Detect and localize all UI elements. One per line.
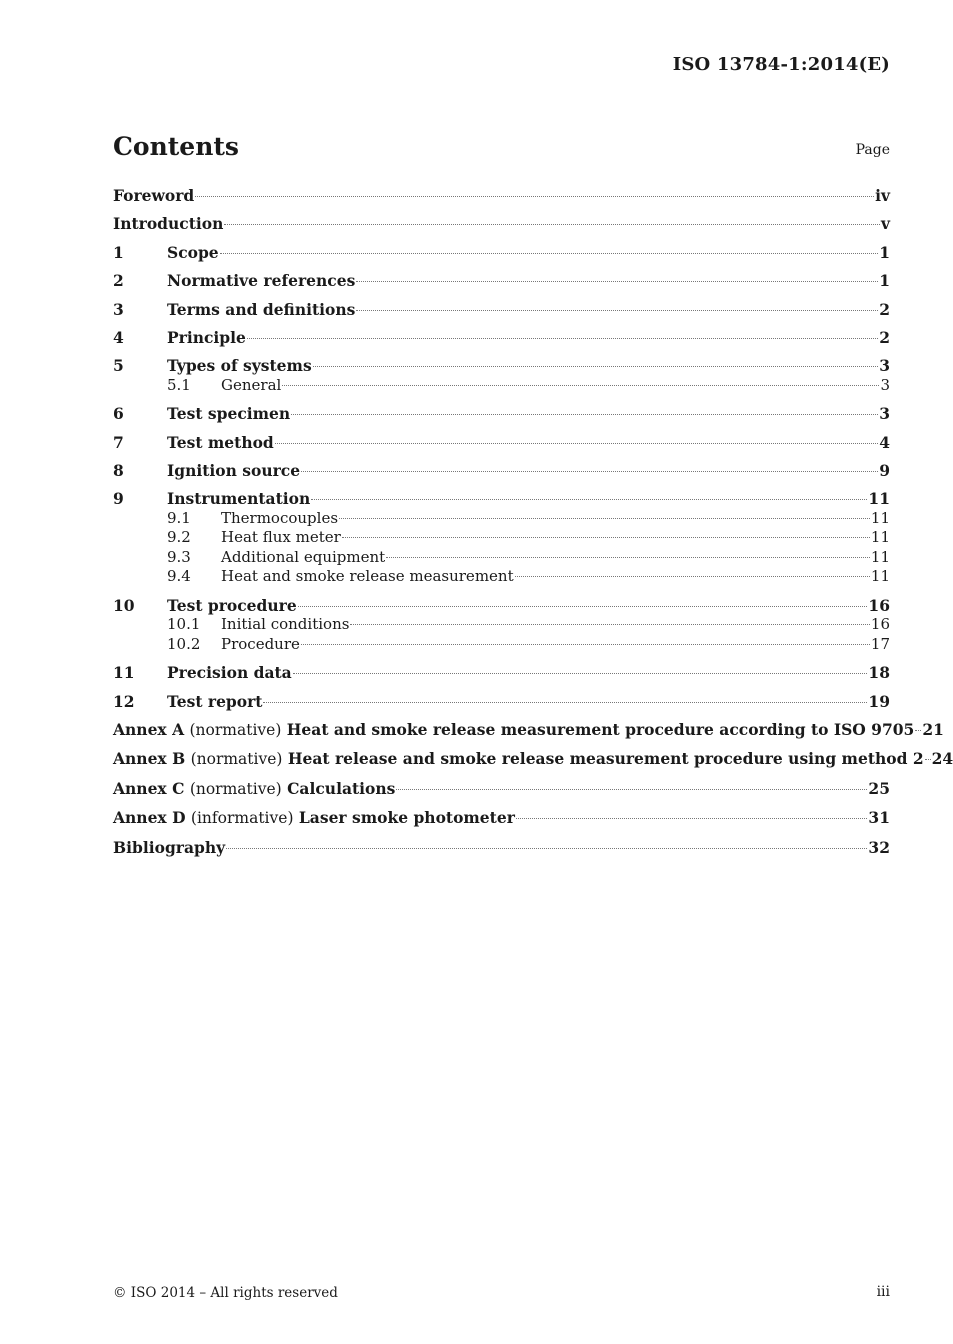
toc-entry[interactable] [113,328,890,347]
toc-title: Instrumentation [167,489,311,509]
toc-dot-leader [339,518,870,519]
toc-number: 9.4 [167,567,191,586]
toc-entry[interactable] [113,356,890,375]
toc-number: 9.3 [167,547,191,566]
toc-page-number: 11 [870,567,890,586]
toc-dot-leader [220,253,879,254]
toc-page-number: 11 [870,508,890,527]
toc-annex-title: Laser smoke photometer [298,808,515,828]
toc-annex-title-group [113,779,395,799]
toc-annex-label: Annex D [113,808,186,828]
toc-annex-entry[interactable] [113,779,890,799]
toc-entry[interactable] [113,596,890,615]
toc-annex-entry[interactable] [113,749,953,769]
toc-page-number: 4 [879,432,890,452]
toc-page-number: 18 [868,663,890,683]
toc-page-number: 11 [868,489,890,509]
toc-title: Heat and smoke release measurement [221,567,514,586]
toc-page-number: 16 [868,595,890,615]
toc-dot-leader [298,606,868,607]
toc-subentry[interactable] [113,376,890,395]
toc-number: 10.1 [167,615,201,634]
toc-dot-leader [263,702,867,703]
toc-dot-leader [224,224,880,225]
toc-page-number: 3 [879,356,890,376]
toc-subentry[interactable] [113,509,890,528]
toc-page-number: 16 [870,615,890,634]
toc-annex-title: Calculations [287,778,396,798]
toc-dot-leader [386,557,870,558]
toc-entry[interactable] [113,214,890,233]
toc-page-number: 21 [922,719,944,739]
toc-title: Additional equipment [221,547,386,566]
toc-title: Test method [167,432,274,452]
toc-dot-leader [396,789,867,790]
toc-annex-title: Heat release and smoke release measurement procedure using method 2 [287,749,924,769]
footer-page-number: iii [876,1284,890,1300]
toc-annex-kind: (informative) [190,809,294,828]
toc-page-number: 17 [870,634,890,653]
toc-title: Principle [167,327,246,347]
toc-annex-kind: (normative) [189,720,282,739]
toc-page-number: 32 [868,837,890,857]
toc-title: General [221,375,282,394]
toc-number: 8 [113,461,124,481]
toc-title: Precision data [167,663,292,683]
toc-title: Scope [167,242,219,262]
toc-dot-leader [915,730,921,731]
toc-dot-leader [247,338,878,339]
toc-number: 5 [113,356,124,376]
toc-annex-title-group [113,720,914,740]
toc-dot-leader [925,759,931,760]
table-of-contents [113,186,953,857]
contents-title: Contents [113,132,240,161]
toc-dot-leader [356,310,878,311]
toc-number: 4 [113,327,124,347]
toc-title: Test specimen [167,404,291,424]
toc-title: Procedure [221,634,300,653]
toc-number: 10 [113,595,135,615]
toc-annex-kind: (normative) [189,779,282,798]
toc-title: Test report [167,691,263,711]
toc-dot-leader [350,624,869,625]
toc-subentry[interactable] [113,548,890,567]
toc-annex-title-group [113,749,924,769]
toc-entry[interactable] [113,186,890,205]
toc-page-number: 1 [879,242,890,262]
toc-annex-kind: (normative) [190,750,283,769]
toc-entry[interactable] [113,300,890,319]
toc-entry[interactable] [113,404,890,423]
toc-subentry[interactable] [113,528,890,547]
toc-number: 2 [113,271,124,291]
toc-entry[interactable] [113,243,890,262]
toc-annex-title: Heat and smoke release measurement procedure according to ISO 9705 [286,719,915,739]
toc-dot-leader [515,576,870,577]
toc-page-number: 24 [931,749,953,769]
toc-number: 9.2 [167,528,191,547]
toc-title: Introduction [113,214,224,234]
footer-copyright: © ISO 2014 – All rights reserved [113,1285,338,1301]
toc-title: Bibliography [113,837,226,857]
toc-dot-leader [313,366,879,367]
toc-annex-label: Annex B [113,749,186,769]
toc-title: Normative references [167,271,356,291]
toc-entry[interactable] [113,461,890,480]
toc-number: 11 [113,663,135,683]
toc-dot-leader [195,196,874,197]
toc-dot-leader [516,818,868,819]
toc-title: Foreword [113,186,195,205]
toc-title: Types of systems [167,356,312,376]
toc-dot-leader [282,385,879,386]
toc-dot-leader [275,443,878,444]
toc-title: Thermocouples [221,508,339,527]
toc-page-number: 2 [879,327,890,347]
toc-page-number: 1 [879,271,890,291]
toc-annex-label: Annex A [113,719,185,739]
toc-dot-leader [293,673,868,674]
toc-title: Initial conditions [221,615,350,634]
toc-page-number: 3 [880,375,890,394]
toc-number: 10.2 [167,634,201,653]
toc-page-number: 19 [868,691,890,711]
toc-page-number: 2 [879,299,890,319]
toc-entry[interactable] [113,838,890,857]
toc-number: 3 [113,299,124,319]
toc-page-number: iv [875,186,890,205]
toc-page-number: 9 [879,461,890,481]
toc-title: Terms and definitions [167,299,356,319]
toc-number: 6 [113,404,124,424]
toc-title: Heat flux meter [221,528,341,547]
toc-annex-title-group [113,808,515,828]
toc-page-number: 3 [879,404,890,424]
toc-subentry[interactable] [113,567,890,586]
toc-entry[interactable] [113,489,890,508]
toc-page-number: 11 [870,547,890,566]
toc-annex-entry[interactable] [113,719,944,740]
toc-dot-leader [301,644,870,645]
toc-entry[interactable] [113,271,890,290]
toc-page-number: 25 [868,778,890,798]
toc-page-number: 31 [868,808,890,828]
toc-entry[interactable] [113,692,890,711]
toc-dot-leader [342,537,870,538]
toc-subentry[interactable] [113,635,890,654]
toc-number: 12 [113,691,135,711]
toc-entry[interactable] [113,663,890,682]
toc-number: 1 [113,242,124,262]
toc-page-number: 11 [870,528,890,547]
toc-number: 7 [113,432,124,452]
page-column-label: Page [855,142,890,158]
toc-dot-leader [301,471,878,472]
toc-title: Test procedure [167,595,297,615]
toc-dot-leader [291,414,878,415]
toc-annex-label: Annex C [113,778,185,798]
toc-number: 9 [113,489,124,509]
toc-annex-entry[interactable] [113,808,890,828]
toc-dot-leader [311,499,867,500]
toc-dot-leader [356,281,878,282]
document-code: ISO 13784-1:2014(E) [672,54,890,75]
toc-entry[interactable] [113,433,890,452]
toc-subentry[interactable] [113,615,890,634]
toc-title: Ignition source [167,461,301,481]
toc-number: 5.1 [167,375,191,394]
toc-dot-leader [226,848,867,849]
toc-number: 9.1 [167,508,191,527]
toc-page-number: v [880,214,890,234]
